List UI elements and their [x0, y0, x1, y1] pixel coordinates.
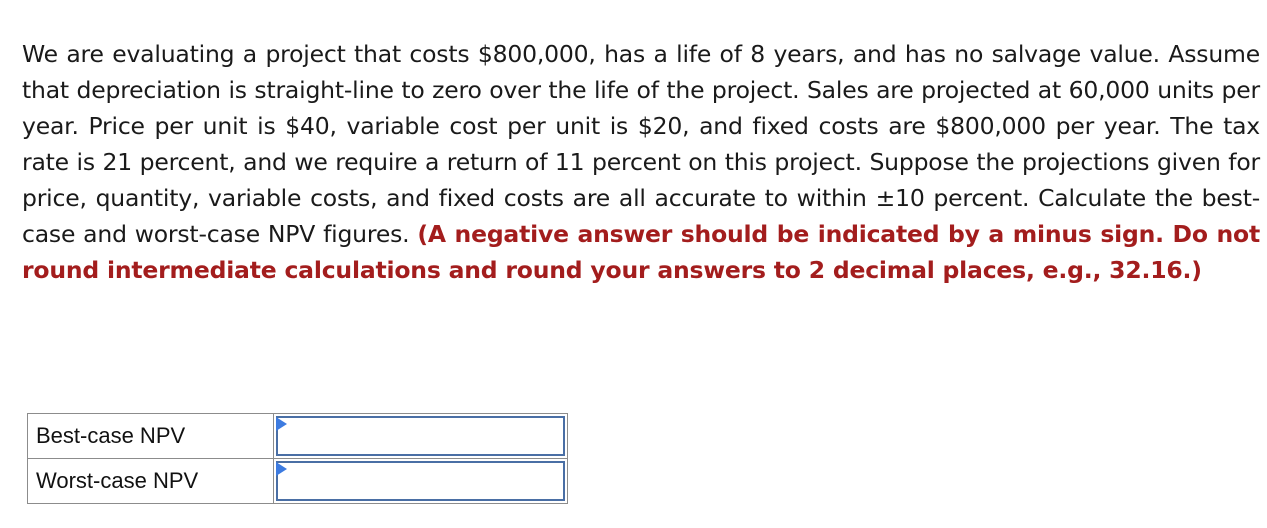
answer-flag-icon — [276, 462, 287, 476]
best-case-npv-cell — [274, 414, 568, 459]
worst-case-npv-input[interactable] — [276, 461, 565, 501]
best-case-npv-label: Best-case NPV — [28, 414, 274, 459]
best-case-npv-input[interactable] — [276, 416, 565, 456]
question-body: We are evaluating a project that costs $800,000, has a life of 8 years, and has no salvage value. Assume that depreciation is straight-line to zero over the life of the project. Sales are projected at 60,000 units per year. Price per unit is $40, variable cost per unit is $20, and fixed costs are $800,000 per year. The tax rate is 21 percent, and we require a return of 11 percent on this project. Suppose the projections given for price, quantity, variable costs, and fixed costs are all accurate to within ±10 percent. Calculate the best-case and worst-case NPV figures. — [22, 40, 1260, 248]
answer-table — [27, 413, 568, 504]
answer-flag-icon — [276, 417, 287, 431]
table-row — [28, 414, 568, 459]
worst-case-npv-label: Worst-case NPV — [28, 459, 274, 504]
question-text — [22, 36, 1260, 288]
question-instruction: (A negative answer should be indicated by a minus sign. Do not round intermediate calculations and round your answers to 2 decimal places, e.g., 32.16.) — [22, 220, 1260, 284]
worst-case-npv-cell — [274, 459, 568, 504]
table-row — [28, 459, 568, 504]
